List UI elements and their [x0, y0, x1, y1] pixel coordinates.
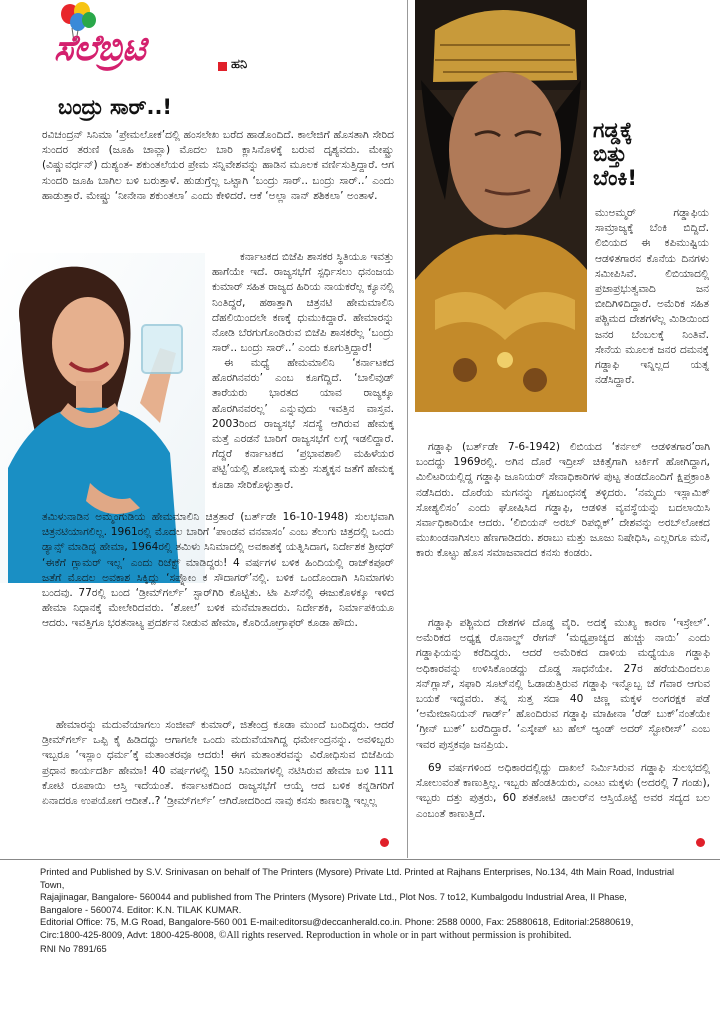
author-name: ಹನಿ: [231, 57, 248, 72]
right-article-paragraph-1: ಮುಅಮ್ಮರ್ ಗಡ್ಡಾಫಿಯ ಸಾಮ್ರಾಜ್ಯಕ್ಕೆ ಬೆಂಕಿ ಬಿದ್ದಿದೆ. ಲಿಬಿಯದ ಈ ಕಪಿಮುಷ್ಟಿಯ ಆಡಳಿತಗಾರನ ಕೊನೆಯ ದಿನಗಳು ಸಮೀಪಿಸಿವೆ. ಲಿಬಿಯಾದಲ್ಲಿ ಪ್ರಜಾಪ್ರಭುತ್ವವಾದಿ ಜನ ಬೀದಿಗಿಳಿದಿದ್ದಾರೆ. ಅಮೆರಿಕ ಸಹಿತ ಪಶ್ಚಿಮದ ದೇಶಗಳೆಲ್ಲ ಮಿಡಿಯಿಂದ ಜನರ ಬೆಂಬಲಕ್ಕೆ ನಿಂತಿವೆ. ಸೇನೆಯ ಮೂಲಕ ಜನರ ದಮನಕ್ಕೆ ಗಡ್ಡಾಫಿ ಇನ್ನಿಲ್ಲದ ಯತ್ನ ನಡೆಸಿದ್ದಾರೆ.: [595, 207, 709, 387]
imprint-footer: [40, 866, 690, 955]
left-article-paragraph-1: ರವಿಚಂದ್ರನ್ ಸಿನಿಮಾ ‘ಪ್ರೇಮಲೋಕ’ದಲ್ಲಿ ಹಂಸಲೇಖ ಬರೆದ ಹಾಡೊಂದಿದೆ. ಕಾಲೇಜಿಗೆ ಹೊಸತಾಗಿ ಸೇರಿದ ಸುಂದರ ತರುಣಿ (ಜೂಹಿ ಚಾವ್ಲಾ) ಮೊದಲ ಬಾರಿ ಕ್ಲಾಸಿನೊಳಕ್ಕೆ ಬರುವ ದೃಶ್ಯವದು. ಮೇಷ್ಟ್ರು (ವಿಷ್ಣುವರ್ಧನ್) ದುಶ್ಯಂತ- ಶಕುಂತಲೆಯರ ಪ್ರೇಮ ಸನ್ನಿವೇಶವನ್ನು ಹಾಡಿನ ಮೂಲಕ ವರ್ಣಿಸುತ್ತಿದ್ದಾರೆ. ಆಗ ಸುಂದರಿ ಜೂಹಿ ಬಾಗಿಲ ಬಳಿ ಬರುತ್ತಾಳೆ. ಹುಡುಗ್ರೆಲ್ಲ ಒಟ್ಟಾಗಿ ‘ಬಂದ್ರು ಸಾರ್.. ಬಂದ್ರು ಸಾರ್..’ ಎಂದು ಹಾಡುತ್ತಾರೆ. ಮೇಷ್ಟ್ರು ‘ನೀನೇನಾ ಶಕುಂತಲಾ’ ಎಂದು ಕೇಳಿದರೆ. ಆಕೆ ‘ಅಲ್ಲಾ ನಾನ್ ಶಶಿಕಲಾ’ ಅಂತಾಳೆ.: [42, 129, 394, 202]
left-article-paragraph-5: ಹೇಮಾರನ್ನು ಮದುವೆಯಾಗಲು ಸಂಜೀವ್ ಕುಮಾರ್, ಜಿತೇಂದ್ರ ಕೂಡಾ ಮುಂದೆ ಬಂದಿದ್ದರು. ಆದರೆ ಡ್ರೀಮ್‌ಗರ್ಲ್ ಒಪ್ಪಿ ಕೈ ಹಿಡಿದದ್ದು ಆಗಾಗಲೇ ಒಂದು ಮದುವೆಯಾಗಿದ್ದ ಧರ್ಮೇಂದ್ರನನ್ನು. ಅವಳಿಬ್ಬರು ಇಬ್ಬರೂ ‘ಇಸ್ಲಾಂ ಧರ್ಮ’ಕ್ಕೆ ಮತಾಂತರವೂ ಆದರು! ಈಗ ಮತಾಂತರವನ್ನು ವಿರೋಧಿಸುವ ಬಿಜೆಪಿಯ ಪ್ರಧಾನ ಕಾರ್ಯದರ್ಶಿ ಹೇಮಾ! 40 ವರ್ಷಗಳಲ್ಲಿ 150 ಸಿನಿಮಾಗಳಲ್ಲಿ ನಟಿಸಿರುವ ಹೇಮಾ ಬಳಿ 111 ಕೋಟಿ ರೂಪಾಯಿ ಆಸ್ತಿ ಇದೆಯಂತೆ. ಕರ್ನಾಟಕದಿಂದ ರಾಜ್ಯಸಭೆಗೆ ಆಯ್ಕೆ ಆದ ಬಳಿಕ ಕನ್ನಡಿಗರಿಗೆ ಏನಾದರೂ ಉಪಯೋಗ ಆದೀತೆ..? ‘ಡ್ರೀಮ್‌ಗರ್ಲ್’ ಆಗಿರೋದರಿಂದ ನಾವು ಕನಸು ಕಾಣಲಡ್ಡಿ ಇಲ್ಲಲ್ಲ: [42, 719, 394, 808]
right-article-paragraph-4: 69 ವರ್ಷಗಳಿಂದ ಅಧಿಕಾರದಲ್ಲಿದ್ದು ದಾಖಲೆ ನಿರ್ಮಿಸಿರುವ ಗಡ್ಡಾಫಿ ಸುಲಭದಲ್ಲಿ ಸೋಲುವಂತೆ ಕಾಣುತ್ತಿಲ್ಲ. ಇಬ್ಬರು ಹೆಂಡತಿಯರು, ಎಂಟು ಮಕ್ಕಳು (ಅದರಲ್ಲಿ 7 ಗಂಡು), ಇಬ್ಬರು ದತ್ತು ಪುತ್ರರು, 60 ಶತಕೋಟಿ ಡಾಲರ್‌ನ ಆಸ್ತಿಯೊಟ್ಟೆ ಅವರ ಸದ್ಯದ ಬಲ ಎಂಬಂತೆ ಕಾಣುತ್ತಿದೆ.: [416, 762, 710, 820]
right-article-title-line-1: ಗಡ್ಡಕ್ಕೆ: [593, 118, 633, 142]
imprint-line-1: Printed and Published by S.V. Srinivasan on behalf of The Printers (Mysore) Private Ltd. Printed at Rajhans Enterprises, No.134, 4th Main Road, Industrial Town,: [40, 867, 675, 890]
imprint-line-2: Rajajinagar, Bangalore- 560044 and published from The Printers (Mysore) Private Ltd., Plot Nos. 7 to12, Kumbalgodu Industrial Area, II Phase,: [40, 892, 627, 903]
left-article-title: ಬಂದ್ರು ಸಾರ್..!: [58, 95, 173, 119]
author-marker: [218, 62, 227, 71]
imprint-line-3: Bangalore - 560074. Editor: K.N. TILAK KUMAR.: [40, 904, 242, 915]
right-article-title-line-2: ಬಿತ್ತು: [593, 142, 627, 166]
section-logo: [40, 2, 220, 72]
left-article-paragraph-4: ತಮಿಳುನಾಡಿನ ಅಮ್ಮಂಗುಡಿಯ ಹೇಮಮಾಲಿನಿ ಚಿತ್ರತಾರೆ (ಬರ್ತ್‌ಡೇ 16-10-1948) ಸುಲಭವಾಗಿ ಚಿತ್ರನಟಿಯಾಗಲಿಲ್ಲ. 1961ರಲ್ಲಿ ಮೊದಲ ಬಾರಿಗೆ ‘ಪಾಂಡವ ವನವಾಸಂ’ ಎಂಬ ತೆಲುಗು ಚಿತ್ರದಲ್ಲಿ ಒಂದು ಡ್ಯಾನ್ಸ್ ಮಾಡಿದ್ದ ಹೇಮಾ, 1964ರಲ್ಲಿ ತಮಿಳು ಸಿನಿಮಾದಲ್ಲಿ ಅವಕಾಶಕ್ಕೆ ಯತ್ನಿಸಿದಾಗ, ನಿರ್ದೇಶಕ ಶ್ರೀಧರ್ ‘ಈಕೆಗೆ ಗ್ಲಾಮರ್ ಇಲ್ಲ’ ಎಂದು ರಿಜೆಕ್ಟ್ ಮಾಡಿದ್ದರು! 4 ವರ್ಷಗಳ ಬಳಿಕ ಹಿಂದಿಯಲ್ಲಿ ರಾಜ್‌ಕಪೂರ್ ಜತೆಗೆ ಮೊದಲ ಅವಕಾಶ ಸಿಕ್ಕಿದ್ದು ‘ಸಪ್ನೋಂ ಕ ಸೌದಾಗರ್’ನಲ್ಲಿ. ಬಳಿಕ ಒಂದೊಂದಾಗಿ ಸಿನಿಮಾಗಳು ಬಂದವು. 77ರಲ್ಲಿ ಬಂದ ‘ಡ್ರೀಮ್‌ಗರ್ಲ್’ ಸ್ಟಾರ್‌ಗಿರಿ ಕೊಟ್ಟಿತು. ಟಿಾ ಪಿಸ್‌ನಲ್ಲಿ ಈಜುಕೊಳಕ್ಕೂ ಇಳಿದ ಹೇಮಾ ನಿಧಾನಕ್ಕೆ ಮೇಲೇರಿದವರು. ‘ಶೋಲೆ’ ಬಳಿಕ ಮನೆಮಾತಾದರು. ನಿರ್ದೇಶಕಿ, ನಿರ್ಮಾಪಕಿಯೂ ಆದರು. ಇವತ್ತಿಗೂ ಭರತನಾಟ್ಯ ಪ್ರದರ್ಶನ ನೀಡುವ ಹೇಮಾ, ಕೊರಿಯೋಗ್ರಾಫರ್ ಕೂಡಾ ಹೌದು.: [42, 511, 394, 630]
section-logo-text: ಸೆಲೆಬ್ರಿಟಿ: [54, 28, 145, 69]
left-article-paragraph-2: ಕರ್ನಾಟಕದ ಬಿಜೆಪಿ ಶಾಸಕರ ಸ್ಥಿತಿಯೂ ಇವತ್ತು ಹಾಗೆಯೇ ಇದೆ. ರಾಜ್ಯಸಭೆಗೆ ಸ್ಪರ್ಧಿಸಲು ಧನಂಜಯ ಕುಮಾರ್ ಸಹಿತ ರಾಜ್ಯದ ಹಿರಿಯ ನಾಯಕರೆಲ್ಲ ಕ್ಯೂನಲ್ಲಿ ನಿಂತಿದ್ದರೆ, ಹಠಾತ್ತಾಗಿ ಚಿತ್ರನಟಿ ಹೇಮಮಾಲಿನಿ ದೆಹಲಿಯಿಂದಲೇ ಕಣಕ್ಕೆ ಧುಮುಕಿದ್ದಾರೆ. ಹೇಮಾರನ್ನು ನೋಡಿ ಬೆರಗುಗೊಂಡಿರುವ ಬಿಜೆಪಿ ಶಾಸಕರೆಲ್ಲ ‘ಬಂದ್ರು ಸಾರ್.. ಬಂದ್ರು ಸಾರ್..’ ಎಂದು ಕೂಗುತ್ತಿದ್ದಾರೆ!: [212, 251, 394, 355]
right-article-title-line-3: ಬೆಂಕಿ!: [593, 166, 637, 190]
imprint-line-4: Editorial Office: 75, M.G Road, Bangalore-560 001 E-mail:editorsu@deccanherald.co.in. Phone: 2588 0000, Fax: 25880618, Editorial:25880619,: [40, 917, 634, 928]
imprint-line-5: [40, 929, 690, 943]
copyright-notice: ©All rights reserved. Reproduction in whole or in part without permission is prohibited.: [218, 929, 572, 941]
left-article-end-dot: [380, 838, 389, 847]
rni-number: RNI No 7891/65: [40, 943, 107, 954]
imprint-contacts: Circ:1800-425-8009, Advt: 1800-425-8008,: [40, 929, 219, 940]
footer-divider: [0, 859, 720, 860]
right-article-paragraph-3: ಗಡ್ಡಾಫಿ ಪಶ್ಚಿಮದ ದೇಶಗಳ ದೊಡ್ಡ ವೈರಿ. ಅದಕ್ಕೆ ಮುಖ್ಯ ಕಾರಣ ‘ಇಸ್ರೇಲ್’. ಅಮೆರಿಕದ ಅಧ್ಯಕ್ಷ ರೊನಾಲ್ಡ್ ರೇಗನ್ ‘ಮಧ್ಯಪ್ರಾಚ್ಯದ ಹುಚ್ಚು ನಾಯಿ’ ಎಂದು ಗಡ್ಡಾಫಿಯನ್ನು ಕರೆದಿದ್ದರು. ಆದರೆ ಅಮೆರಿಕದ ದಾಳಿಯ ಮಧ್ಯೆಯೂ ಗಡ್ಡಾಫಿ ಅಧಿಕಾರವನ್ನು ಉಳಿಸಿಕೊಂಡದ್ದು ದೊಡ್ಡ ಸಾಧನೆಯೇ. 27ರ ಹರೆಯದಿಂದಲೂ ಸನ್‌ಗ್ಲಾಸ್, ಸಫಾರಿ ಸೂಟ್‌ನಲ್ಲಿ ಓಡಾಡುತ್ತಿರುವ ಗಡ್ಡಾಫಿ ಇನ್ನೊಬ್ಬ ಚೆ ಗೆವಾರ ಆಗುವ ಬಯಕೆ ಇದ್ದವರು. ತನ್ನ ಸುತ್ತ ಸದಾ 40 ಚಿಣ್ಣ ಮಕ್ಕಳ ಅಂಗರಕ್ಷಕ ಪಡೆ ‘ಅಮೇಜಾನಿಯನ್ ಗಾರ್ಡ್’ ಹೊಂದಿರುವ ಗಡ್ಡಾಫಿ ಮಾಹೀನಾ ‘ರೆಡ್ ಬುಕ್’ನಂತೆಯೇ ‘ಗ್ರೀನ್ ಬುಕ್’ ಬರೆದಿದ್ದಾರೆ. ‘ಎಸ್ಕೇಪ್ ಟು ಹೆಲ್ ಆ್ಯಂಡ್ ಅದರ್ ಸ್ಟೋರೀಸ್’ ಎಂಬ ಇವರ ಪುಸ್ತಕವೂ ಜನಪ್ರಿಯ.: [416, 617, 710, 751]
column-divider: [407, 0, 408, 858]
right-article-paragraph-2: ಗಡ್ಡಾಫಿ (ಬರ್ತ್‌ಡೇ 7-6-1942) ಲಿಬಿಯದ ‘ಕರ್ನಲ್ ಆಡಳಿತಗಾರ’ರಾಗಿ ಬಂದದ್ದು 1969ರಲ್ಲಿ. ಅಗಿನ ದೊರೆ ಇದ್ರೀಸ್ ಚಿಕಿತ್ಸೆಗಾಗಿ ಟರ್ಕಿಗೆ ಹೋಗಿದ್ದಾಗ, ಮಿಲಿಟರಿಯಲ್ಲಿದ್ದ ಗಡ್ಡಾಫಿ ಜೂನಿಯರ್ ಸೇನಾಧಿಕಾರಿಗಳ ಪುಟ್ಟ ತಂಡದೊಂದಿಗೆ ಕ್ಷಿಪ್ರಕ್ರಾಂತಿ ನಡೆಸಿದರು. ದೊರೆಯ ಮಗನನ್ನು ಗೃಹಬಂಧನಕ್ಕೆ ತಳ್ಳಿದರು. ‘ನಮ್ಮದು ಇಸ್ಲಾಮಿಕ್ ಸೋಶ್ಯಲಿಸಂ’ ಎಂದು ಘೋಷಿಸಿದ ಗಡ್ಡಾಫಿ, ಆಡಳಿತ ವ್ಯವಸ್ಥೆಯನ್ನು ಬದಲಾಯಿಸಿ ಸರ್ವಾಧಿಕಾರಿಯೇ ಆದರು. ‘ಲಿಬಿಯನ್ ಅರಬ್ ರಿಪಬ್ಲಿಕ್’ ದೇಶವನ್ನು ಅರಬ್‌ಲೋಕದ ಮುಖಂಡನಾಗಿಸಲು ಹೆಣಗಾಡಿದರು. ಶರಾಬು ಮತ್ತು ಜೂಜು ನಿಷೇಧಿಸಿ, ಎಲ್ಲರಿಗೂ ಮನೆ, ಕಾರು ಕೊಟ್ಟು ಹೊಸ ಸಮಾಜವಾದದ ಕನಸು ಕಂಡರು.: [416, 441, 710, 560]
gaddafi-photo: [415, 0, 587, 412]
right-article-end-dot: [696, 838, 705, 847]
right-article-title: [593, 118, 703, 190]
left-article-paragraph-3: ಈ ಮಧ್ಯೆ ಹೇಮಮಾಲಿನಿ ‘ಕರ್ನಾಟಕದ ಹೊರಗಿನವರು’ ಎಂಬ ಕೂಗೆದ್ದಿದೆ. ‘ಬಾಲಿವುಡ್ ತಾರೆಯರು ಭಾರತದ ಯಾವ ರಾಜ್ಯಕ್ಕೂ ಹೊರಗಿನವರಲ್ಲ’ ಎನ್ನುವುದು ಇವತ್ತಿನ ವಾಸ್ತವ. 2003ರಿಂದ ರಾಜ್ಯಸಭೆ ಸದಸ್ಯೆ ಆಗಿರುವ ಹೇಮಕ್ಕ ಮತ್ತೆ ಎರಡನೆ ಬಾರಿಗೆ ರಾಜ್ಯಸಭೆಗೆ ಲಗ್ಗೆ ಇಡಲಿದ್ದಾರೆ. ಗೆದ್ದರೆ ಕರ್ನಾಟಕದ ‘ಪ್ರಭಾವಶಾಲಿ ಮಹಿಳೆಯರ ಪಟ್ಟಿ’ಯಲ್ಲಿ ಶೋಭಾಕ್ಕ ಮತ್ತು ಸುಶ್ಮಕ್ಕನ ಜತೆಗೆ ಹೇಮಕ್ಕ ಕೂಡಾ ಸೇರಿಕೊಳ್ಳುತ್ತಾರೆ.: [212, 357, 394, 491]
